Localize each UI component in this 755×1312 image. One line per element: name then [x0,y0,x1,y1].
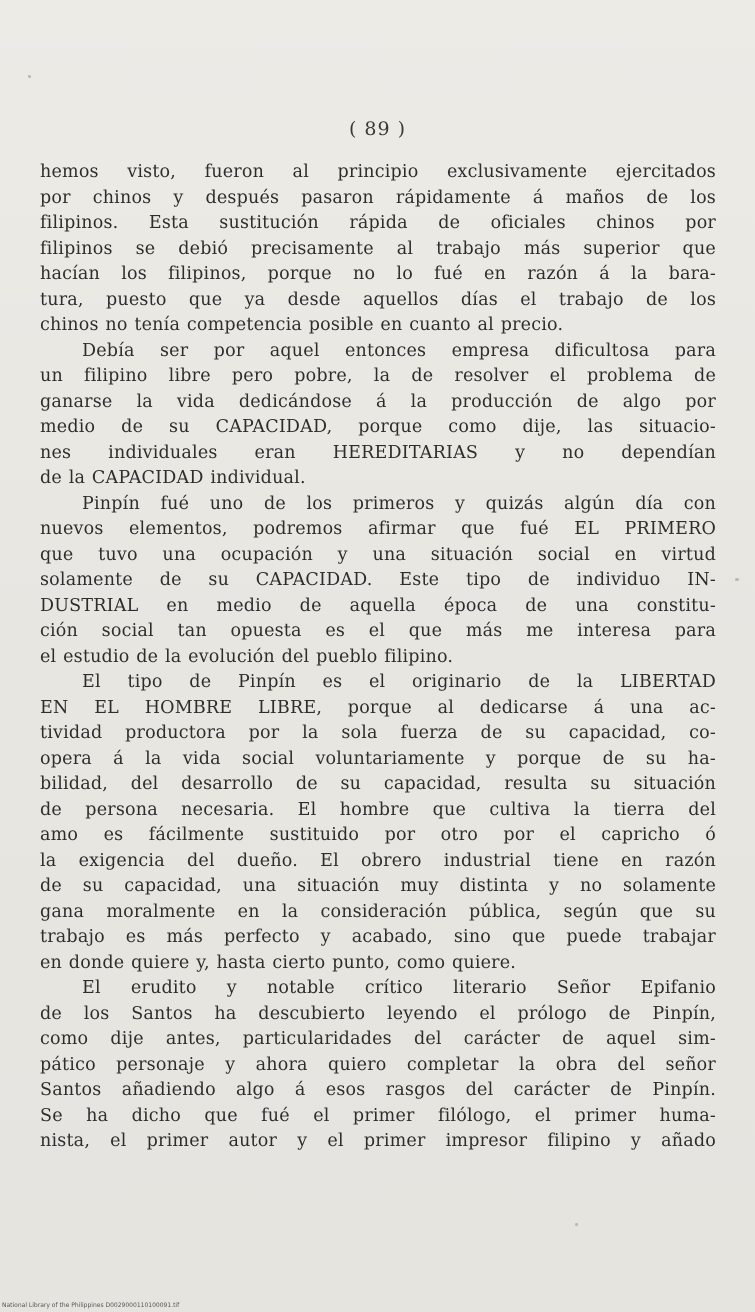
text-line: hemos visto, fueron al principio exclusivamente ejercitados [40,162,716,182]
text-line: tividad productora por la sola fuerza de su capacidad, co- [40,723,716,743]
text-line: de su capacidad, una situación muy distinta y no solamente [40,876,716,896]
text-line: de la CAPACIDAD individual. [40,468,306,488]
text-line: pático personaje y ahora quiero completar la obra del señor [40,1054,716,1075]
text-line: un filipino libre pero pobre, la de resolver el problema de [40,366,716,386]
text-line: El erudito y notable crítico literario Señor Epifanio [82,978,716,998]
text-line: por chinos y después pasaron rápidamente á maños de los [40,187,716,208]
paper-speck [735,578,739,581]
text-line: gana moralmente en la consideración pública, según que su [40,901,716,922]
text-line: EN EL HOMBRE LIBRE, porque al dedicarse á una ac- [40,697,716,718]
text-line: Santos añadiendo algo á esos rasgos del carácter de Pinpín. [40,1080,716,1100]
text-line: filipinos se debió precisamente al trabajo más superior que [40,238,716,259]
text-line: chinos no tenía competencia posible en cuanto al precio. [40,315,564,335]
text-line: opera á la vida social voluntariamente y porque de su ha- [40,748,716,769]
text-line: nista, el primer autor y el primer impresor filipino y añado [40,1131,716,1151]
text-line: nes individuales eran HEREDITARIAS y no dependían [40,442,716,463]
text-line: DUSTRIAL en medio de aquella época de una constitu- [40,595,716,616]
text-line: ganarse la vida dedicándose á la producción de algo por [40,391,716,412]
text-line: nuevos elementos, podremos afirmar que fué EL PRIMERO [40,519,716,539]
text-line: Debía ser por aquel entonces empresa dificultosa para [82,340,716,361]
body-text [40,160,716,1155]
text-line: Se ha dicho que fué el primer filólogo, el primer huma- [40,1105,716,1126]
paper-speck [28,75,31,78]
text-line: bilidad, del desarrollo de su capacidad, resulta su situación [40,774,716,794]
paper-speck [575,1223,578,1226]
text-line: como dije antes, particularidades del carácter de aquel sim- [40,1029,716,1049]
text-line: el estudio de la evolución del pueblo filipino. [40,646,454,667]
text-line: amo es fácilmente sustituido por otro por el capricho ó [40,825,716,845]
scan-credit: National Library of the Philippines D0029000110100091.tif [2,1302,180,1309]
text-line: la exigencia del dueño. El obrero industrial tiene en razón [40,850,716,871]
text-line: tura, puesto que ya desde aquellos días el trabajo de los [40,289,716,310]
text-line: ción social tan opuesta es el que más me interesa para [40,621,716,641]
text-line: El tipo de Pinpín es el originario de la LIBERTAD [82,672,716,692]
text-line: de persona necesaria. El hombre que cultiva la tierra del [40,799,716,820]
text-line: hacían los filipinos, porque no lo fué en razón á la bara- [40,264,716,284]
text-line: medio de su CAPACIDAD, porque como dije, las situacio- [40,417,716,437]
page-number: ( 89 ) [348,118,407,140]
text-line: trabajo es más perfecto y acabado, sino que puede trabajar [40,927,716,947]
text-line: de los Santos ha descubierto leyendo el prólogo de Pinpín, [40,1003,716,1024]
text-line: solamente de su CAPACIDAD. Este tipo de individuo IN- [40,570,716,590]
text-line: en donde quiere y, hasta cierto punto, como quiere. [40,952,517,973]
text-line: filipinos. Esta sustitución rápida de oficiales chinos por [40,213,716,233]
text-line: Pinpín fué uno de los primeros y quizás algún día con [82,493,716,514]
text-line: que tuvo una ocupación y una situación social en virtud [40,544,716,565]
